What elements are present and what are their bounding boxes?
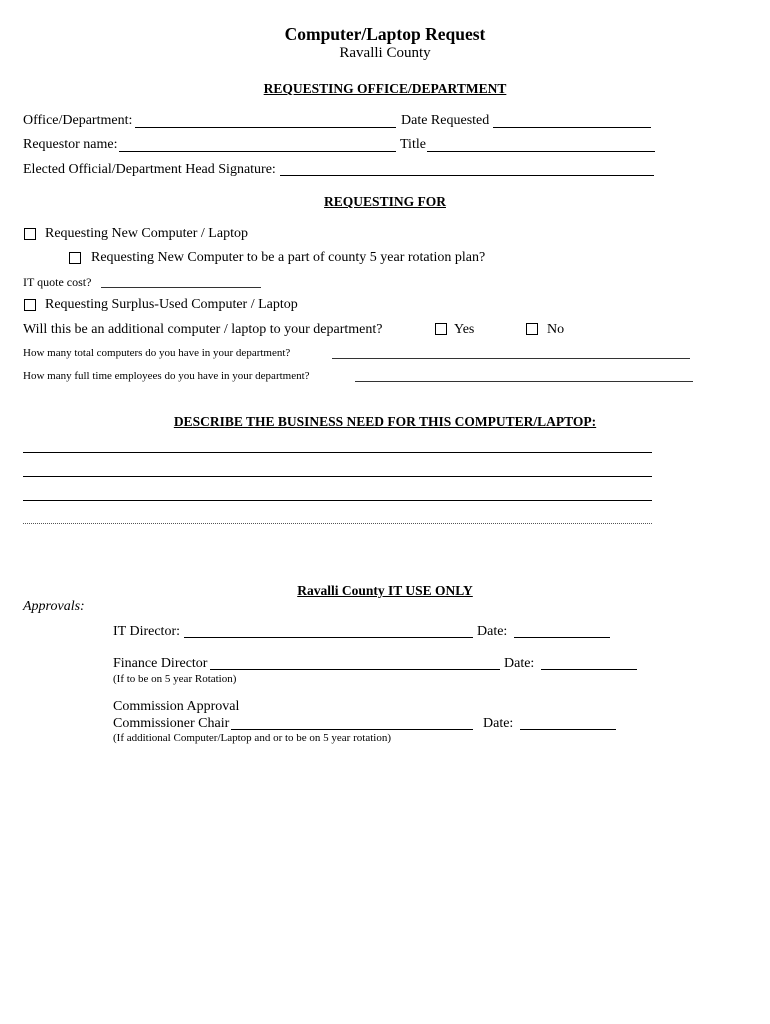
commissioner-chair-label: Commissioner Chair <box>113 716 230 731</box>
approvals-label: Approvals: <box>23 599 85 614</box>
business-need-line-2[interactable] <box>23 476 652 477</box>
surplus-computer-label: Requesting Surplus-Used Computer / Laptop <box>45 297 298 312</box>
rotation-plan-checkbox[interactable] <box>69 252 81 264</box>
commission-note: (If additional Computer/Laptop and or to be on 5 year rotation) <box>113 732 391 744</box>
signature-label: Elected Official/Department Head Signature: <box>23 162 276 177</box>
new-computer-checkbox[interactable] <box>24 228 36 240</box>
it-director-label: IT Director: <box>113 624 180 639</box>
commissioner-date-field[interactable] <box>520 729 616 730</box>
commissioner-date-label: Date: <box>483 716 514 731</box>
business-need-heading: DESCRIBE THE BUSINESS NEED FOR THIS COMPUTER/LAPTOP: <box>173 414 597 429</box>
requesting-for-heading: REQUESTING FOR <box>324 194 446 209</box>
business-need-line-3[interactable] <box>23 500 652 501</box>
additional-no-label: No <box>547 322 565 337</box>
business-need-line-4[interactable] <box>23 523 652 524</box>
it-use-only-heading: Ravalli County IT USE ONLY <box>297 583 473 598</box>
signature-field[interactable] <box>280 175 654 176</box>
fte-field[interactable] <box>355 381 693 382</box>
requesting-office-heading: REQUESTING OFFICE/DEPARTMENT <box>263 81 507 96</box>
title-label: Title <box>400 137 426 152</box>
total-computers-label: How many total computers do you have in your department? <box>23 347 291 359</box>
additional-no-checkbox[interactable] <box>526 323 538 335</box>
surplus-computer-checkbox[interactable] <box>24 299 36 311</box>
requestor-name-label: Requestor name: <box>23 137 118 152</box>
it-quote-label: IT quote cost? <box>23 275 92 289</box>
title-field[interactable] <box>427 151 655 152</box>
it-quote-field[interactable] <box>101 287 261 288</box>
page-title: Computer/Laptop Request <box>284 24 486 44</box>
it-director-date-field[interactable] <box>514 637 610 638</box>
additional-yes-checkbox[interactable] <box>435 323 447 335</box>
finance-director-signature-field[interactable] <box>210 669 500 670</box>
finance-director-label: Finance Director <box>113 656 208 671</box>
finance-note: (If to be on 5 year Rotation) <box>113 673 237 685</box>
business-need-line-1[interactable] <box>23 452 652 453</box>
requestor-name-field[interactable] <box>119 151 396 152</box>
commissioner-chair-signature-field[interactable] <box>231 729 473 730</box>
page-subtitle: Ravalli County <box>339 45 431 61</box>
additional-yes-label: Yes <box>454 322 475 337</box>
finance-director-date-label: Date: <box>504 656 535 671</box>
date-requested-label: Date Requested <box>401 113 490 128</box>
new-computer-label: Requesting New Computer / Laptop <box>45 226 248 241</box>
commission-approval-label: Commission Approval <box>113 699 240 714</box>
total-computers-field[interactable] <box>332 358 690 359</box>
additional-computer-question: Will this be an additional computer / laptop to your department? <box>23 322 383 337</box>
it-director-signature-field[interactable] <box>184 637 473 638</box>
office-department-field[interactable] <box>135 127 396 128</box>
office-department-label: Office/Department: <box>23 113 133 128</box>
it-director-date-label: Date: <box>477 624 508 639</box>
fte-label: How many full time employees do you have in your department? <box>23 370 310 382</box>
date-requested-field[interactable] <box>493 127 651 128</box>
rotation-plan-label: Requesting New Computer to be a part of county 5 year rotation plan? <box>91 250 486 265</box>
finance-director-date-field[interactable] <box>541 669 637 670</box>
